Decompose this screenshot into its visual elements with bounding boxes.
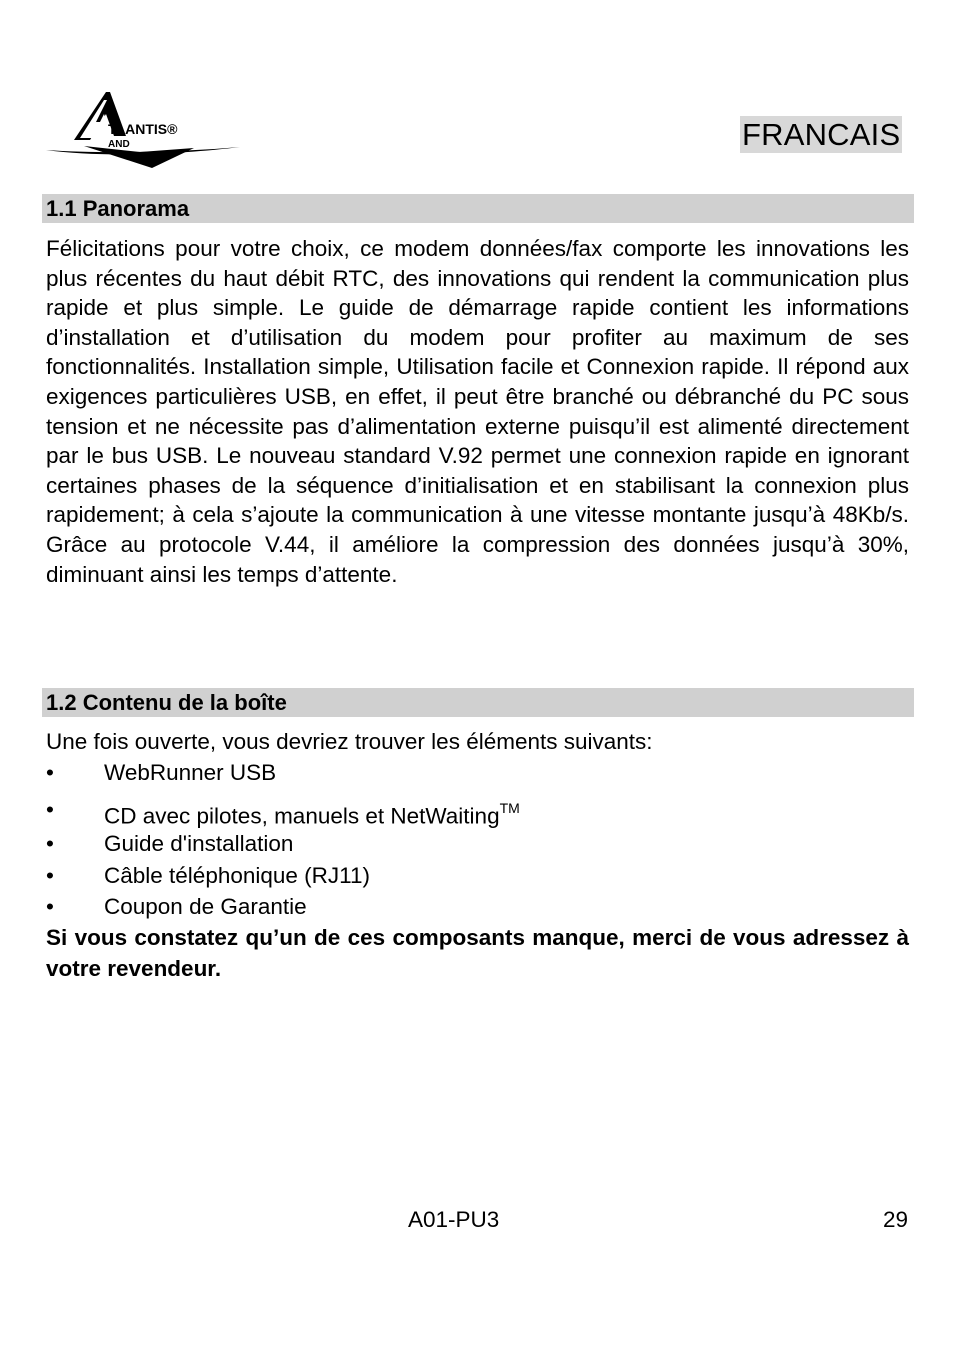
logo-lettering: TLANTIS® (108, 121, 178, 137)
page-number: 29 (883, 1207, 909, 1232)
bullet-icon: • (46, 894, 54, 919)
box-contents-intro: Une fois ouverte, vous devriez trouver les éléments suivants: (46, 729, 653, 754)
svg-text:AND: AND (108, 139, 130, 150)
language-label: FRANCAIS (742, 117, 901, 152)
list-item-text: Guide d'installation (104, 831, 294, 856)
panorama-paragraph: Félicitations pour votre choix, ce modem données/fax comporte les innovations les plus récentes du haut débit RTC, des innovations qui rendent la communication plus rapide et plus simple. Le guide de démarrage rapide contient les informations d’installation et d’utilisation du modem pour profiter au maximum de ses fonctionnalités. Installation simple, Utilisation facile et Connexion rapide. Il répond aux exigences particulières USB, en effet, il peut être branché ou débranché du PC sous tension et ne nécessite pas d’alimentation externe puisqu’il est alimenté directement par le bus USB. Le nouveau standard V.92 permet une connexion rapide en ignorant certaines phases de la séquence d’initialisation et en stabilisant la connexion plus rapidement; à cela s’ajoute la communication à une vitesse montante jusqu’à 48Kb/s. Grâce au protocole V.44, il améliore la compression des données jusqu’à 30%, diminuant ainsi les temps d’attente. (46, 236, 909, 587)
bullet-icon: • (46, 760, 54, 785)
list-item-text: CD avec pilotes, manuels et NetWaiting™ (104, 800, 520, 829)
bullet-icon: • (46, 831, 54, 856)
section-heading-panorama: 1.1 Panorama (42, 194, 914, 223)
missing-components-warning: Si vous constatez qu’un de ces composants manque, merci de vous adressez à votre revendeur. (46, 925, 909, 981)
bullet-icon: • (46, 797, 54, 822)
atlantis-logo (44, 92, 242, 180)
section-heading-box-contents: 1.2 Contenu de la boîte (42, 688, 914, 717)
footer-model: A01-PU3 (408, 1207, 500, 1232)
list-item-text: WebRunner USB (104, 760, 277, 785)
list-item-text: Coupon de Garantie (104, 894, 307, 919)
bullet-icon: • (46, 863, 54, 888)
trademark-superscript: TM (499, 800, 520, 816)
list-item-text: Câble téléphonique (RJ11) (104, 863, 371, 888)
